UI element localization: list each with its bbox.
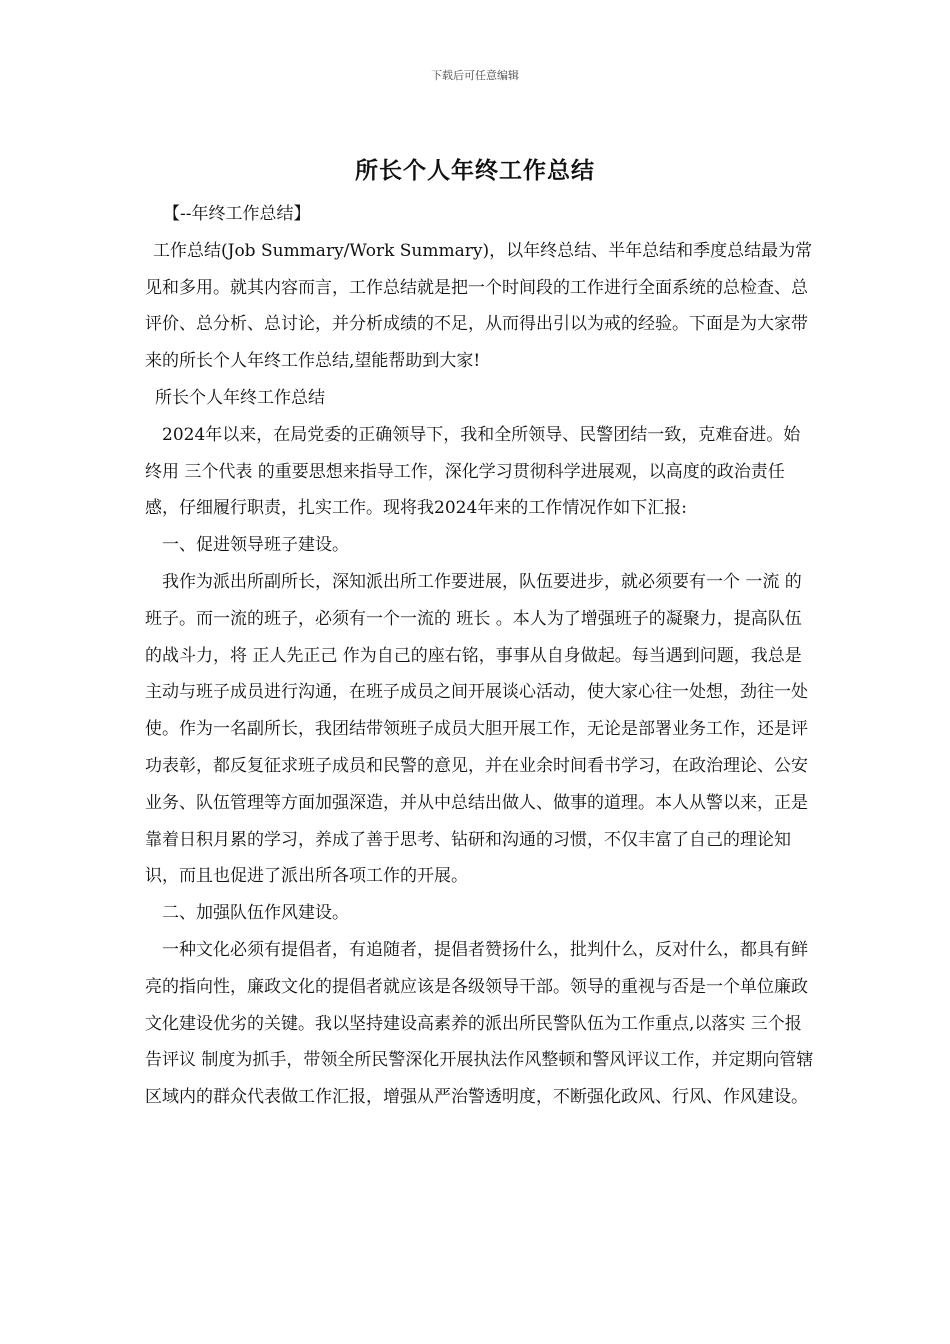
header-note: 下载后可任意编辑	[431, 69, 519, 82]
category-tag: 【--年终工作总结】	[163, 204, 311, 224]
paragraph-1: 2024年以来，在局党委的正确领导下，我和全所领导、民警团结一致，克难奋进。始终用 三个代表 的重要思想来指导工作，深化学习贯彻科学进展观，以高度的政治责任感，仔细履行职责，扎实工作。现将我2024年来的工作情况作如下汇报:	[145, 424, 801, 519]
paragraph-3: 一种文化必须有提倡者，有追随者，提倡者赞扬什么，批判什么，反对什么，都具有鲜亮的指向性，廉政文化的提倡者就应该是各级领导干部。领导的重视与否是一个单位廉政文化建设优劣的关键。我以坚持建设高素养的派出所民警队伍为工作重点,以落实 三个报告评议 制度为抓手，带领全所民警深化开展执法作风整顿和警风评议工作，并定期向管辖区域内的群众代表做工作汇报，增强从严治警透明度，不断强化政风、行风、作风建设。	[145, 939, 814, 1108]
intro-paragraph: 工作总结(Job Summary/Work Summary)，以年终总结、半年总结和季度总结最为常见和多用。就其内容而言，工作总结就是把一个时间段的工作进行全面系统的总检查、总评价、总分析、总讨论，并分析成绩的不足，从而得出引以为戒的经验。下面是为大家带来的所长个人年终工作总结,望能帮助到大家!	[145, 240, 813, 372]
section-subtitle: 所长个人年终工作总结	[155, 387, 325, 408]
heading-2: 二、加强队伍作风建设。	[162, 903, 349, 924]
paragraph-2: 我作为派出所副所长，深知派出所工作要进展，队伍要进步，就必须要有一个 一流 的班子。而一流的班子，必须有一个一流的 班长 。本人为了增强班子的凝聚力，提高队伍的战斗力，将 正人先正己 作为自己的座右铭，事事从自身做起。每当遇到问题，我总是主动与班子成员进行沟通，在班子成员之间开展谈心活动，使大家心往一处想，劲往一处使。作为一名副所长，我团结带领班子成员大胆开展工作，无论是部署业务工作，还是评功表彰，都反复征求班子成员和民警的意见，并在业余时间看书学习，在政治理论、公安业务、队伍管理等方面加强深造，并从中总结出做人、做事的道理。本人从警以来，正是靠着日积月累的学习，养成了善于思考、钻研和沟通的习惯，不仅丰富了自己的理论知识，而且也促进了派出所各项工作的开展。	[145, 571, 808, 887]
heading-1: 一、促进领导班子建设。	[162, 535, 349, 556]
document-title: 所长个人年终工作总结	[355, 157, 595, 184]
document-body	[145, 196, 817, 1116]
